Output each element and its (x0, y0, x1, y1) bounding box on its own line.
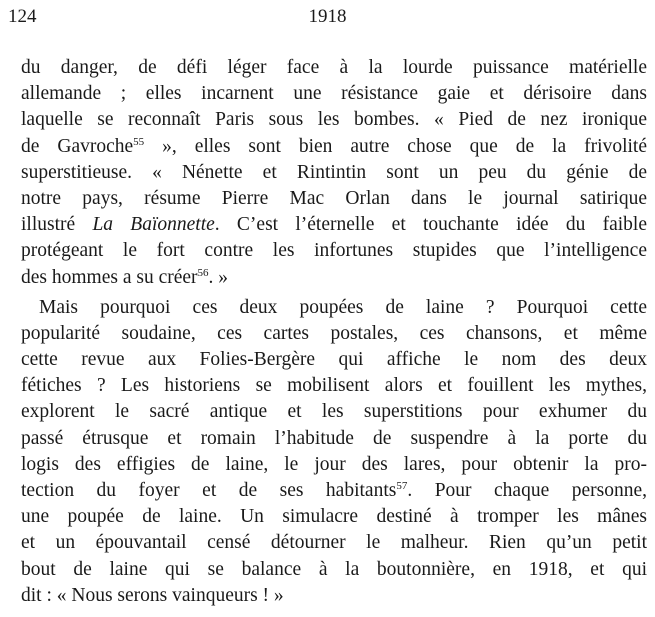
line-segment: tection du foyer et de ses habitants (21, 480, 397, 501)
body-text (21, 55, 647, 609)
text-line: popularité soudaine, ces cartes postales, ces chansons, et même (21, 322, 647, 344)
page-number: 124 (8, 6, 37, 27)
line-segment: . » (208, 266, 229, 288)
text-line: notre pays, résume Pierre Mac Orlan dans le journal satirique (21, 187, 647, 209)
text-line: du danger, de défi léger face à la lourde puissance matérielle (21, 57, 647, 78)
text-line: bout de laine qui se balance à la boutonnière, en 1918, et qui (21, 558, 647, 580)
text-line: fétiches ? Les historiens se mobilisent alors et fouillent les mythes, (21, 375, 647, 397)
text-line: dit : « Nous serons vainqueurs ! » (21, 584, 284, 606)
line-segment: illustré (21, 214, 93, 236)
line-segment: de Gavroche (21, 135, 134, 157)
text-line: protégeant le fort contre les infortunes stupides que l’intelligence (21, 240, 647, 262)
text-line (21, 478, 647, 504)
text-line: passé étrusque et romain l’habitude de suspendre à la porte du (21, 427, 647, 449)
text-line: laquelle se reconnaît Paris sous les bombes. « Pied de nez ironique (21, 109, 647, 131)
footnote-reference[interactable]: 55 (133, 135, 145, 148)
page-header (0, 6, 655, 34)
journal-title: La Baïonnette (92, 214, 215, 236)
text-line: explorent le sacré antique et les superstitions pour exhumer du (21, 401, 647, 423)
paragraph-2 (21, 295, 647, 609)
text-line: et un épouvantail censé détourner le malheur. Rien qu’un petit (21, 532, 647, 554)
text-line: logis des effigies de laine, le jour des lares, pour obtenir la pro- (21, 453, 647, 475)
line-segment: . C’est l’éternelle et touchante idée du faible (214, 214, 647, 236)
text-line: allemande ; elles incarnent une résistance gaie et dérisoire dans (21, 83, 647, 105)
line-segment: », elles sont bien autre chose que de la frivolité (144, 135, 647, 157)
line-segment: des hommes a su créer (21, 266, 198, 288)
line-segment: . Pour chaque personne, (407, 480, 647, 501)
paragraph-1 (21, 55, 647, 291)
text-line (21, 265, 647, 291)
footnote-reference[interactable]: 56 (197, 266, 209, 279)
text-line: une poupée de laine. Un simulacre destiné à tromper les mânes (21, 506, 647, 528)
text-line: superstitieuse. « Nénette et Rintintin sont un peu du génie de (21, 161, 647, 183)
footnote-reference[interactable]: 57 (396, 480, 408, 492)
text-line: Mais pourquoi ces deux poupées de laine ? Pourquoi cette (39, 296, 647, 318)
text-line: cette revue aux Folies-Bergère qui affiche le nom des deux (21, 349, 647, 371)
text-line (21, 212, 647, 238)
running-title: 1918 (308, 6, 347, 27)
text-line (21, 134, 647, 160)
